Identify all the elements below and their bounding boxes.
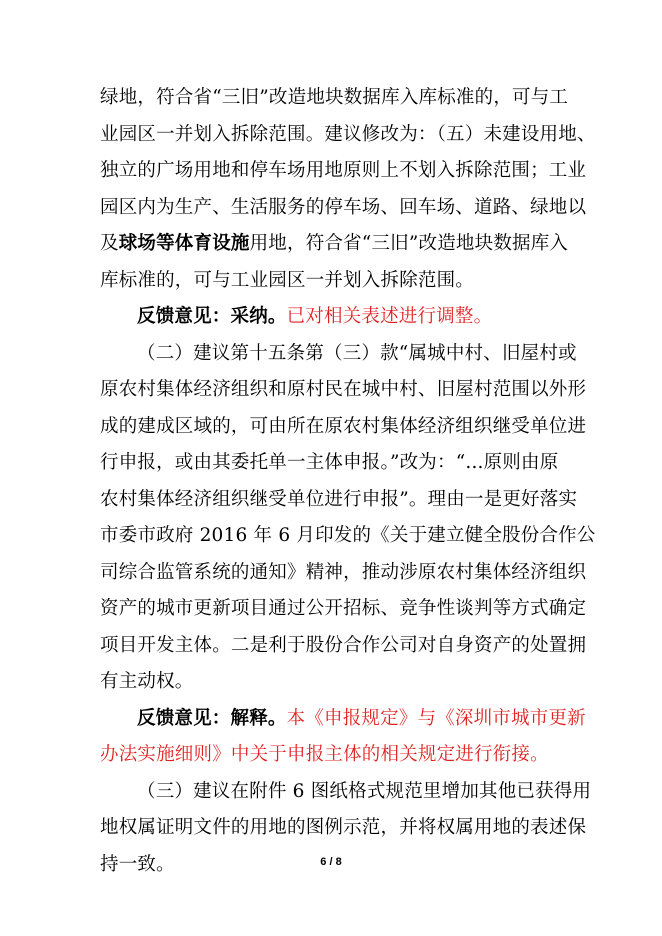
text-line: 项目开发主体。二是利于股份合作公司对自身资产的处置拥	[100, 634, 587, 656]
page-number: 6 / 8	[320, 856, 342, 868]
feedback-label: 反馈意见：解释。	[137, 707, 287, 729]
text-line: 独立的广场用地和停车场用地原则上不划入拆除范围；工业	[100, 160, 587, 181]
text-line: 成的建成区域的，可由所在原农村集体经济组织继受单位进	[100, 415, 587, 437]
text-line: 资产的城市更新项目通过公开招标、竞争性谈判等方式确定	[100, 598, 587, 619]
text-line: 库标准的，可与工业园区一并划入拆除范围。	[100, 269, 475, 291]
text-line: 持一致。	[100, 853, 175, 875]
bold-text-segment: 球场等体育设施	[118, 233, 250, 254]
text-line: 有主动权。	[100, 671, 194, 692]
text-line	[100, 226, 569, 263]
feedback-text-continued: 办法实施细则》中关于申报主体的相关规定进行衔接。	[100, 744, 549, 765]
feedback-1	[100, 299, 562, 336]
text-line: 绿地，符合省“三旧”改造地块数据库入库标准的，可与工	[100, 87, 569, 108]
feedback-text: 本《申报规定》与《深圳市城市更新	[286, 707, 586, 729]
text-line: 农村集体经济组织继受单位进行申报”。理由一是更好落实	[100, 488, 578, 510]
text-line: 司综合监管系统的通知》精神，推动涉原农村集体经济组织	[100, 561, 587, 583]
text-line: 地权属证明文件的用地的图例示范，并将权属用地的表述保	[100, 817, 587, 838]
feedback-text: 已对相关表述进行调整。	[286, 306, 493, 327]
text-line: 业园区一并划入拆除范围。建议修改为：（五）未建设用地、	[100, 123, 596, 145]
text-line: （二）建议第十五条第（三）款“属城中村、旧屋村或	[137, 342, 577, 364]
document-body	[100, 80, 596, 883]
text-segment: 用地，符合省“三旧”改造地块数据库入	[249, 233, 569, 254]
feedback-2	[100, 701, 586, 738]
text-line: （三）建议在附件 6 图纸格式规范里增加其他已获得用	[137, 780, 592, 802]
text-segment: 及	[100, 233, 119, 254]
text-line: 市委市政府 2016 年 6 月印发的《关于建立健全股份合作公	[100, 525, 596, 546]
text-line: 原农村集体经济组织和原村民在城中村、旧屋村范围以外形	[100, 379, 587, 400]
text-line: 行申报，或由其委托单一主体申报。”改为：“...原则由原	[100, 452, 559, 473]
feedback-label: 反馈意见：采纳。	[137, 306, 287, 327]
text-line: 园区内为生产、生活服务的停车场、回车场、道路、绿地以	[100, 196, 587, 218]
